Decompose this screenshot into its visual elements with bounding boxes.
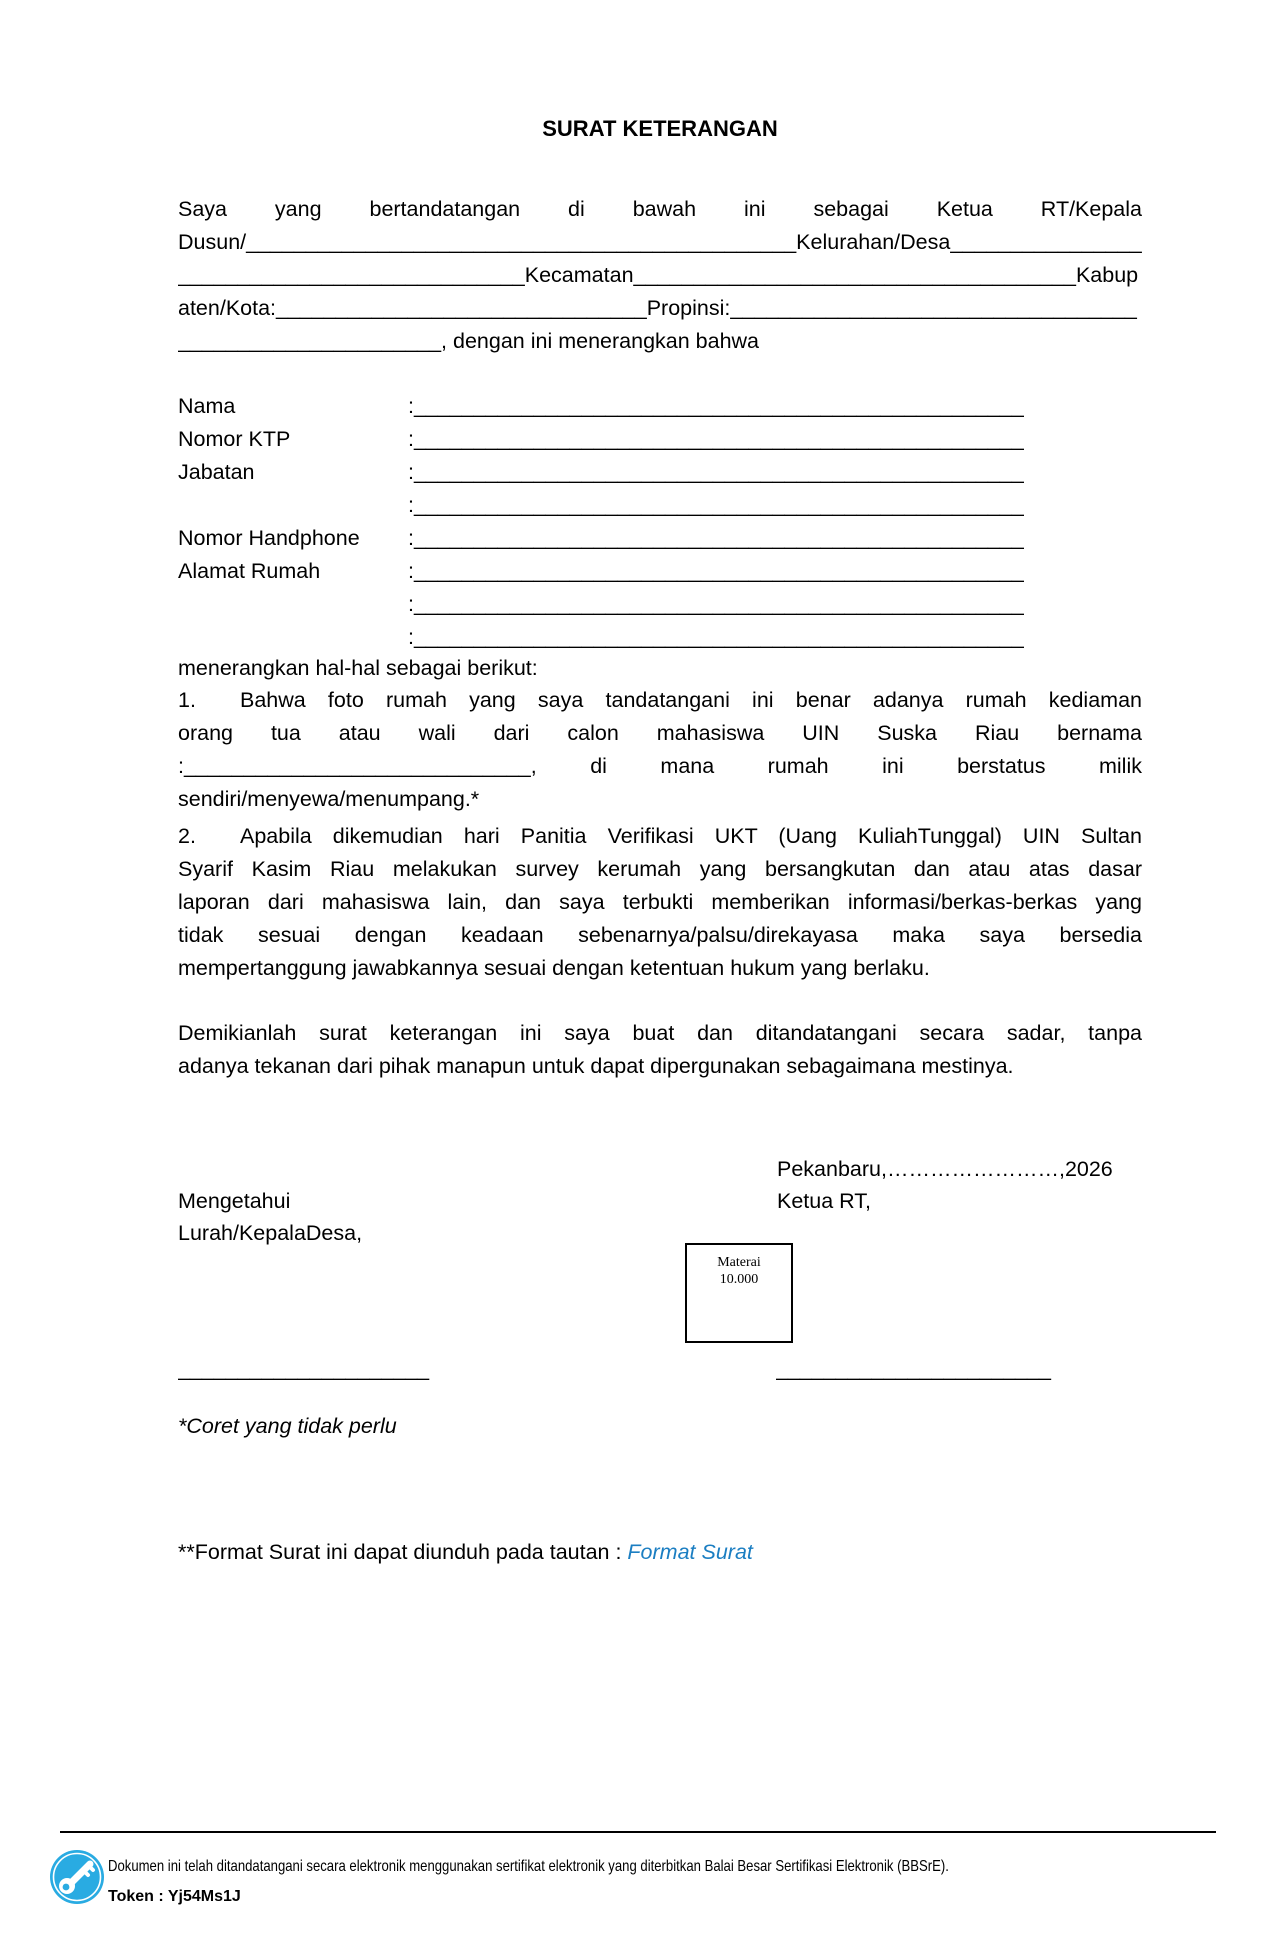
field-label: Nomor KTP <box>178 427 291 451</box>
footer-divider <box>60 1831 1216 1833</box>
item-number: 1. <box>178 688 196 712</box>
field-label: Jabatan <box>178 460 255 484</box>
field-row <box>178 390 1142 423</box>
statement-intro: menerangkan hal-hal sebagai berikut: <box>178 656 538 680</box>
field-row <box>178 489 1142 522</box>
field-blank-line: :___________________________________________________ <box>408 592 1024 616</box>
item-text: Bahwa foto rumah yang saya tandatangani ini benar adanya rumah kediaman <box>240 688 1142 712</box>
field-blank-line: :___________________________________________________ <box>408 559 1024 583</box>
download-note <box>178 1536 1142 1569</box>
item-text: :_____________________________, di mana rumah ini berstatus milik <box>178 754 1142 778</box>
form-fields <box>178 390 1142 654</box>
item-number: 2. <box>178 824 196 848</box>
materai-value: 10.000 <box>719 1272 759 1287</box>
item-text: mempertanggung jawabkannya sesuai dengan ketentuan hukum yang berlaku. <box>178 956 930 980</box>
field-blank-line: :___________________________________________________ <box>408 394 1024 418</box>
strike-note: *Coret yang tidak perlu <box>178 1414 397 1438</box>
opening-paragraph <box>178 193 1142 358</box>
item-text: sendiri/menyewa/menumpang.* <box>178 787 480 811</box>
footer-token: Token : Yj54Ms1J <box>108 1888 241 1905</box>
field-label: Nama <box>178 394 236 418</box>
field-row <box>178 588 1142 621</box>
signature-line-right: _______________________ <box>776 1357 1052 1381</box>
closing-line: adanya tekanan dari pihak manapun untuk dapat dipergunakan sebagaimana mestinya. <box>178 1054 1014 1078</box>
footer-signature-statement: Dokumen ini telah ditandatangani secara elektronik menggunakan sertifikat elektronik yang diterbitkan Balai Besar Sertifikasi Elektronik (BBSrE). <box>108 1858 949 1875</box>
closing-paragraph <box>178 1017 1142 1083</box>
statement-item-1 <box>178 684 1142 816</box>
field-label <box>178 489 408 522</box>
opening-line: ______________________, dengan ini menerangkan bahwa <box>178 329 760 353</box>
signature-line-left: _____________________ <box>178 1357 430 1381</box>
download-note-text: **Format Surat ini dapat diunduh pada tautan : <box>178 1540 628 1564</box>
field-row <box>178 456 1142 489</box>
field-blank-line: :___________________________________________________ <box>408 427 1024 451</box>
field-blank-line: :___________________________________________________ <box>408 493 1024 517</box>
closing-line: Demikianlah surat keterangan ini saya buat dan ditandatangani secara sadar, tanpa <box>178 1021 1142 1045</box>
page-title: SURAT KETERANGAN <box>542 116 778 141</box>
field-label <box>178 588 408 621</box>
item-text: tidak sesuai dengan keadaan sebenarnya/palsu/direkayasa maka saya bersedia <box>178 923 1142 947</box>
item-text: Apabila dikemudian hari Panitia Verifikasi UKT (Uang KuliahTunggal) UIN Sultan <box>240 824 1142 848</box>
field-blank-line: :___________________________________________________ <box>408 460 1024 484</box>
signature-place-date: Pekanbaru,……………………,2026 <box>777 1157 1113 1181</box>
field-blank-line: :___________________________________________________ <box>408 526 1024 550</box>
field-label <box>178 621 408 654</box>
opening-line: aten/Kota:_______________________________Propinsi:__________________________________ <box>178 296 1137 320</box>
opening-line: Saya yang bertandatangan di bawah ini sebagai Ketua RT/Kepala <box>178 197 1142 221</box>
materai-stamp-box <box>685 1243 793 1343</box>
format-surat-link[interactable]: Format Surat <box>627 1540 753 1564</box>
opening-line: Dusun/______________________________________________Kelurahan/Desa________________ <box>178 230 1142 254</box>
opening-line: _____________________________Kecamatan_____________________________________Kabup <box>178 263 1139 287</box>
field-blank-line: :___________________________________________________ <box>408 625 1024 649</box>
field-row <box>178 621 1142 654</box>
signature-left-intro: Mengetahui <box>178 1189 291 1213</box>
materai-label: Materai <box>717 1255 761 1270</box>
bsre-key-logo-icon <box>50 1850 104 1904</box>
field-row <box>178 522 1142 555</box>
field-row <box>178 555 1142 588</box>
field-label: Alamat Rumah <box>178 559 321 583</box>
item-text: orang tua atau wali dari calon mahasiswa UIN Suska Riau bernama <box>178 721 1142 745</box>
field-label: Nomor Handphone <box>178 526 360 550</box>
item-text: laporan dari mahasiswa lain, dan saya terbukti memberikan informasi/berkas-berkas yang <box>178 890 1142 914</box>
statement-item-2 <box>178 820 1142 985</box>
signature-left-role: Lurah/KepalaDesa, <box>178 1221 363 1245</box>
field-row <box>178 423 1142 456</box>
signature-right-role: Ketua RT, <box>777 1189 872 1213</box>
item-text: Syarif Kasim Riau melakukan survey kerumah yang bersangkutan dan atau atas dasar <box>178 857 1142 881</box>
